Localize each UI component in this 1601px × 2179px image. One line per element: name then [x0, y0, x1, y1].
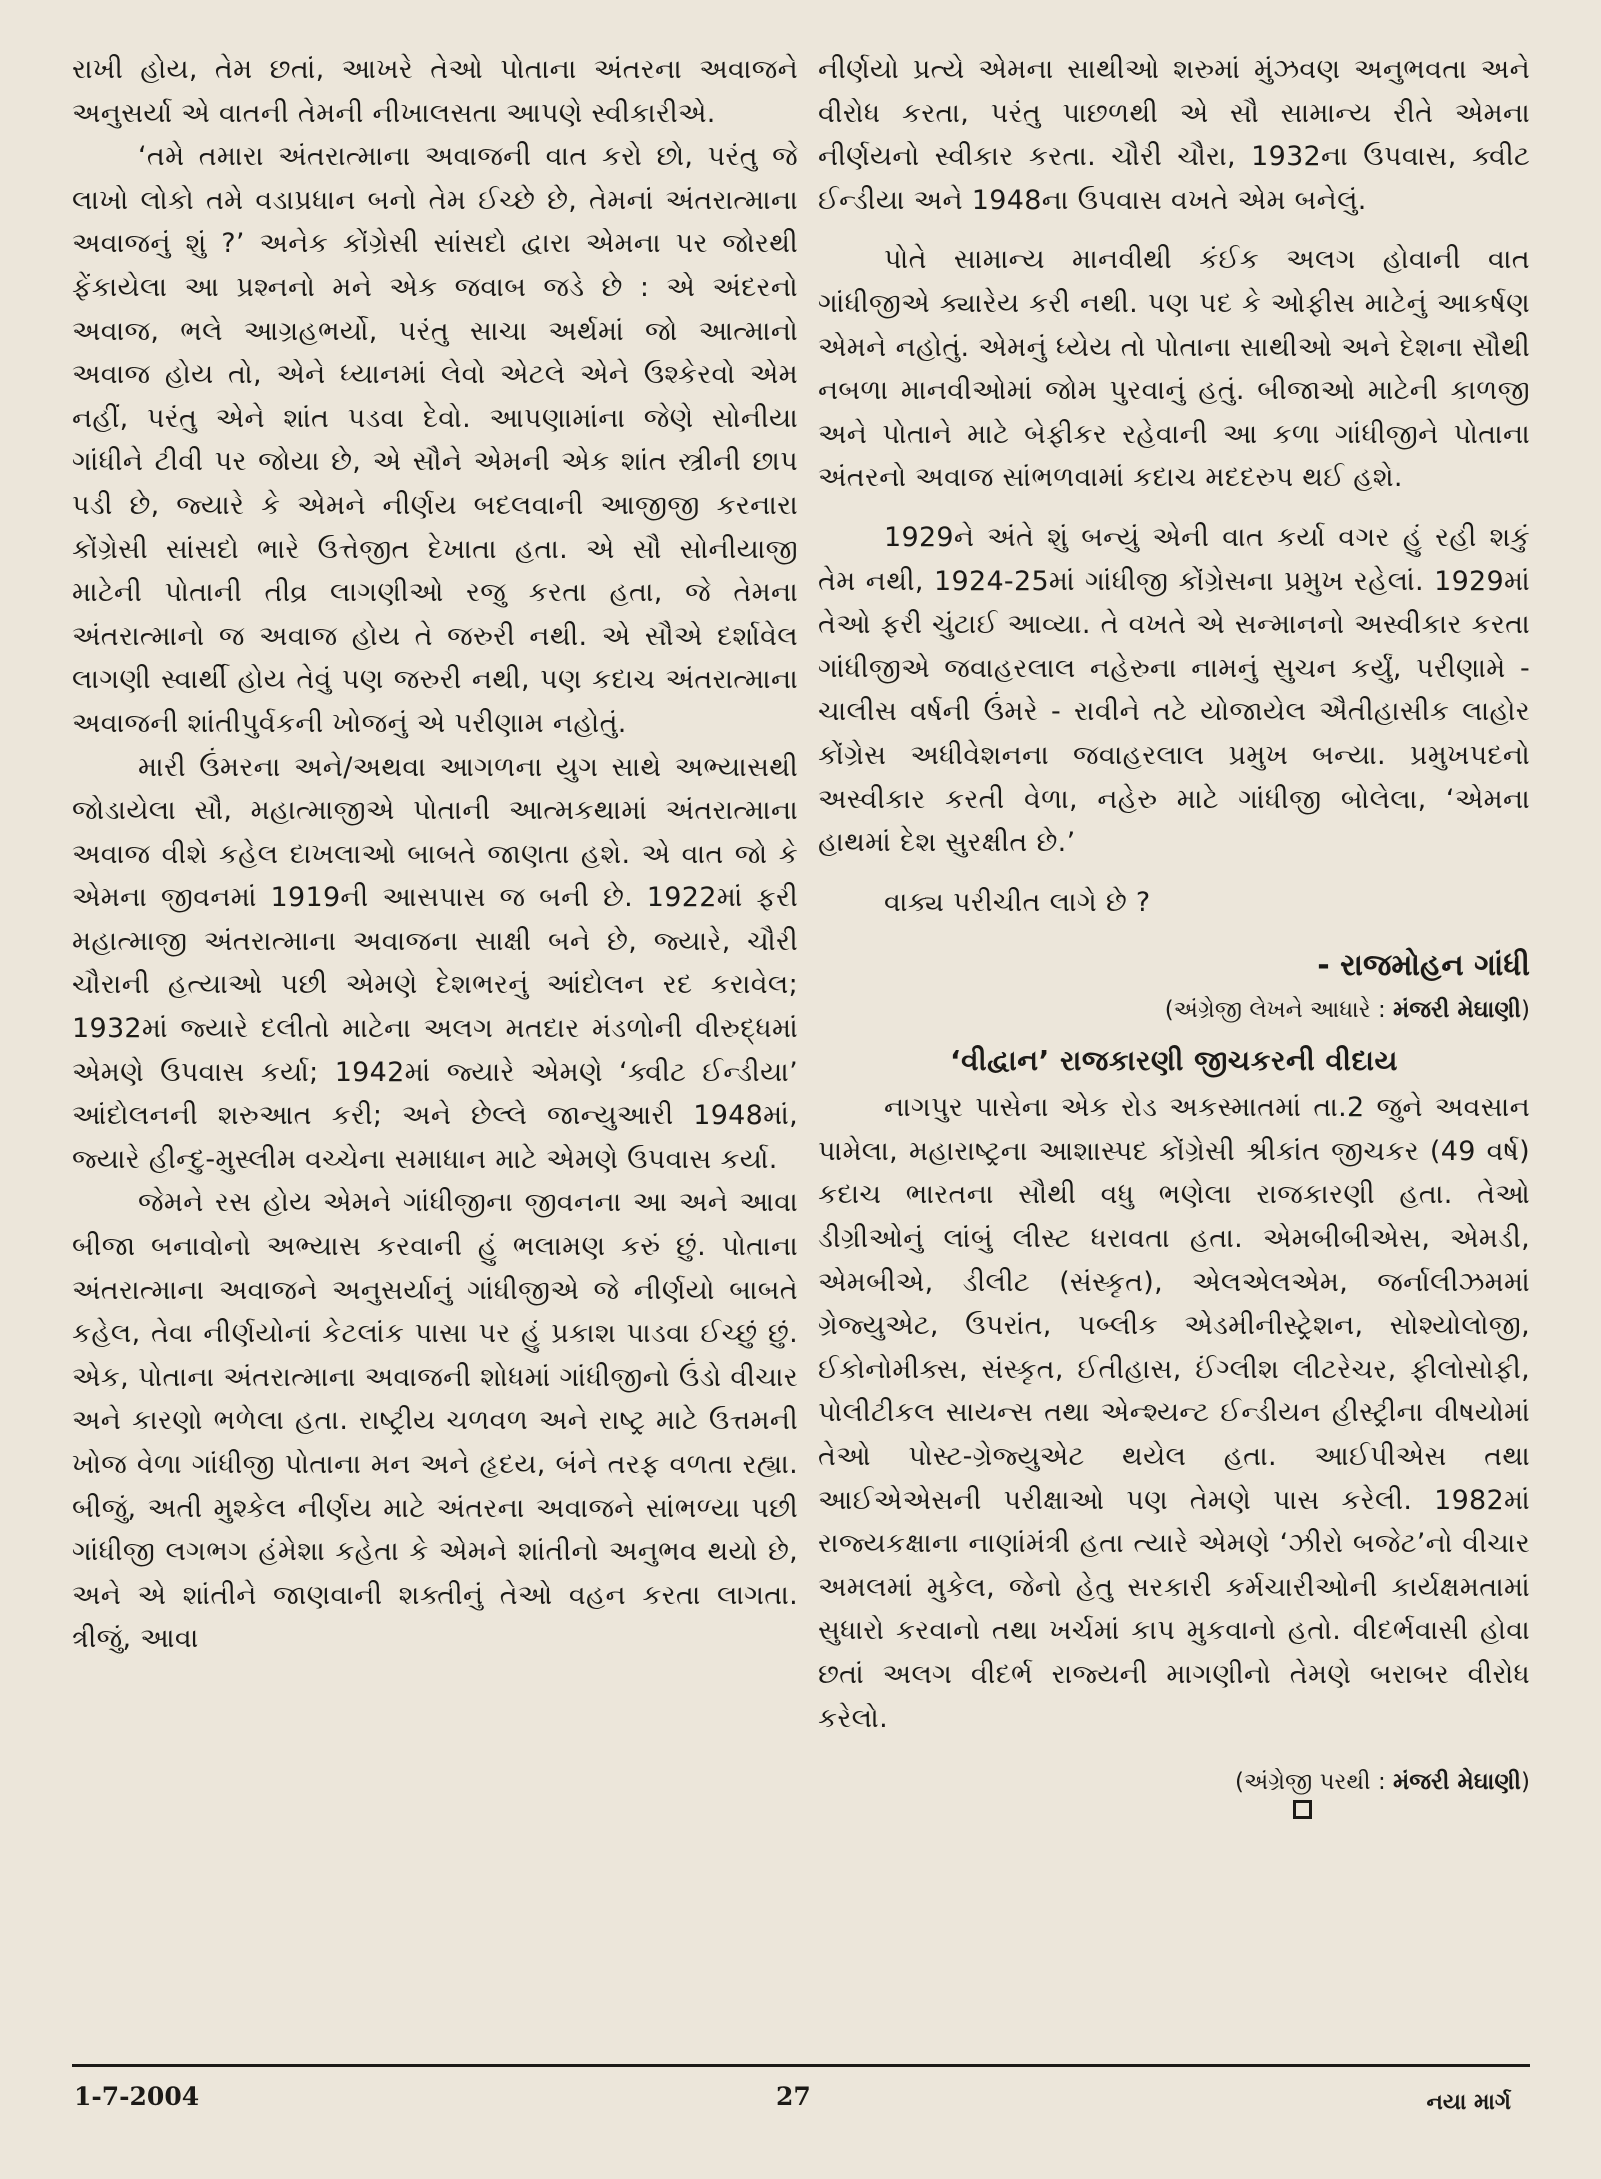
paragraph: નાગપુર પાસેના એક રોડ અકસ્માતમાં તા.2 જુને અવસાન પામેલા, મહારાષ્ટ્રના આશાસ્પદ કોંગ્રેસી શ્રીકાંત જીચકર (49 વર્ષ) કદાચ ભારતના સૌથી વધુ ભણેલા રાજકારણી હતા. તેઓ ડીગ્રીઓનું લાંબું લીસ્ટ ધરાવતા હતા. એમબીબીએસ, એમડી, એમબીએ, ડીલીટ (સંસ્કૃત), એલએલએમ, જર્નાલીઝમમાં ગ્રેજ્યુએટ, ઉપરાંત, પબ્લીક એડમીનીસ્ટ્રેશન, સોશ્યોલોજી, ઈકોનોમીક્સ, સંસ્કૃત, ઈતીહાસ, ઈંગ્લીશ લીટરેચર, ફીલોસોફી, પોલીટીકલ સાયન્સ તથા એન્શ્યન્ટ ઈન્ડીયન હીસ્ટ્રીના વીષયોમાં તેઓ પોસ્ટ-ગ્રેજ્યુએટ થયેલ હતા. આઈપીએસ તથા આઈએએસની પરીક્ષાઓ પણ તેમણે પાસ કરેલી. 1982માં રાજ્યકક્ષાના નાણાંમંત્રી હતા ત્યારે એમણે ‘ઝીરો બજેટ’નો વીચાર અમલમાં મુકેલ, જેનો હેતુ સરકારી કર્મચારીઓની કાર્યક્ષમતામાં સુધારો કરવાનો તથા ખર્ચમાં કાપ મુકવાનો હતો. વીદર્ભવાસી હોવા છતાં અલગ વીદર્ભ રાજ્યની માગણીનો તેમણે બરાબર વીરોધ કરેલો.: [818, 1092, 1530, 1734]
paragraph: મારી ઉંમરના અને/અથવા આગળના યુગ સાથે અભ્યાસથી જોડાયેલા સૌ, મહાત્માજીએ પોતાની આત્મકથામાં અંતરાત્માના અવાજ વીશે કહેલ દાખલાઓ બાબતે જાણતા હશે. એ વાત જો કે એમના જીવનમાં 1919ની આસપાસ જ બની છે. 1922માં ફરી મહાત્માજી અંતરાત્માના અવાજના સાક્ષી બને છે, જ્યારે, ચૌરી ચૌરાની હત્યાઓ પછી એમણે દેશભરનું આંદોલન રદ કરાવેલ; 1932માં જ્યારે દલીતો માટેના અલગ મતદાર મંડળોની વીરુદ્ધમાં એમણે ઉપવાસ કર્યા; 1942માં જ્યારે એમણે ‘ક્વીટ ઈન્ડીયા’ આંદોલનની શરુઆત કરી; અને છેલ્લે જાન્યુઆરી 1948માં, જ્યારે હીન્દુ-મુસ્લીમ વચ્ચેના સમાધાન માટે એમણે ઉપવાસ કર્યા.: [72, 751, 798, 1175]
right-column: [818, 48, 1530, 1819]
end-mark: [818, 1798, 1530, 1819]
paragraph: નીર્ણયો પ્રત્યે એમના સાથીઓ શરુમાં મુંઝવણ અનુભવતા અને વીરોધ કરતા, પરંતુ પાછળથી એ સૌ સામાન્ય રીતે એમના નીર્ણયનો સ્વીકાર કરતા. ચૌરી ચૌરા, 1932ના ઉપવાસ, ક્વીટ ઈન્ડીયા અને 1948ના ઉપવાસ વખતે એમ બનેલું.: [818, 54, 1530, 216]
paragraph: પોતે સામાન્ય માનવીથી કંઈક અલગ હોવાની વાત ગાંધીજીએ ક્યારેય કરી નથી. પણ પદ કે ઓફીસ માટેનું આકર્ષણ એમને નહોતું. એમનું ધ્યેય તો પોતાના સાથીઓ અને દેશના સૌથી નબળા માનવીઓમાં જોમ પુરવાનું હતું. બીજાઓ માટેની કાળજી અને પોતાને માટે બેફીકર રહેવાની આ કળા ગાંધીજીને પોતાના અંતરનો અવાજ સાંભળવામાં કદાચ મદદરુપ થઈ હશે.: [818, 244, 1530, 494]
page-number: 27: [776, 2082, 811, 2111]
paragraph: રાખી હોય, તેમ છતાં, આખરે તેઓ પોતાના અંતરના અવાજને અનુસર્યા એ વાતની તેમની નીખાલસતા આપણે સ્વીકારીએ.: [72, 54, 798, 129]
paragraph: જેમને રસ હોય એમને ગાંધીજીના જીવનના આ અને આવા બીજા બનાવોનો અભ્યાસ કરવાની હું ભલામણ કરું છું. પોતાના અંતરાત્માના અવાજને અનુસર્યાનું ગાંધીજીએ જે નીર્ણયો બાબતે કહેલ, તેવા નીર્ણયોનાં કેટલાંક પાસા પર હું પ્રકાશ પાડવા ઈચ્છું છું. એક, પોતાના અંતરાત્માના અવાજની શોધમાં ગાંધીજીનો ઉંડો વીચાર અને કારણો ભળેલા હતા. રાષ્ટ્રીય ચળવળ અને રાષ્ટ્ર માટે ઉત્તમની ખોજ વેળા ગાંધીજી પોતાના મન અને હૃદય, બંને તરફ વળતા રહ્યા. બીજું, અતી મુશ્કેલ નીર્ણય માટે અંતરના અવાજને સાંભળ્યા પછી ગાંધીજી લગભગ હંમેશા કહેતા કે એમને શાંતીનો અનુભવ થયો છે, અને એ શાંતીને જાણવાની શક્તીનું તેઓ વહન કરતા લાગતા. ત્રીજું, આવા: [72, 1187, 798, 1655]
square-icon: [1293, 1800, 1312, 1819]
paragraph: વાક્ય પરીચીત લાગે છે ?: [884, 886, 1151, 918]
translation-credit: (અંગ્રેજી પરથી : મંજરી મેઘાણી): [1234, 1769, 1530, 1796]
section-heading: ‘વીદ્વાન’ રાજકારણી જીચકરની વીદાય: [950, 1044, 1398, 1078]
author-signature: - રાજમોહન ગાંધી: [1317, 948, 1530, 984]
translation-credit: (અંગ્રેજી લેખને આધારે : મંજરી મેઘાણી): [1164, 997, 1530, 1024]
magazine-name: નયા માર્ગ: [1426, 2090, 1511, 2115]
footer-rule: [72, 2064, 1530, 2067]
issue-date: 1-7-2004: [74, 2082, 200, 2111]
paragraph: ‘તમે તમારા અંતરાત્માના અવાજની વાત કરો છો, પરંતુ જે લાખો લોકો તમે વડાપ્રધાન બનો તેમ ઈચ્છે છે, તેમનાં અંતરાત્માના અવાજનું શું ?’ અનેક કોંગ્રેસી સાંસદો દ્વારા એમના પર જોરથી ફેંકાયેલા આ પ્રશ્નનો મને એક જવાબ જડે છે : એ અંદરનો અવાજ, ભલે આગ્રહભર્યો, પરંતુ સાચા અર્થમાં જો આત્માનો અવાજ હોય તો, એને ધ્યાનમાં લેવો એટલે એને ઉશ્કેરવો એમ નહીં, પરંતુ એને શાંત પડવા દેવો. આપણામાંના જેણે સોનીયા ગાંધીને ટીવી પર જોયા છે, એ સૌને એમની એક શાંત સ્ત્રીની છાપ પડી છે, જ્યારે કે એમને નીર્ણય બદલવાની આજીજી કરનારા કોંગ્રેસી સાંસદો ભારે ઉત્તેજીત દેખાતા હતા. એ સૌ સોનીયાજી માટેની પોતાની તીવ્ર લાગણીઓ રજુ કરતા હતા, જે તેમના અંતરાત્માનો જ અવાજ હોય તે જરુરી નથી. એ સૌએ દર્શાવેલ લાગણી સ્વાર્થી હોય તેવું પણ જરુરી નથી, પણ કદાચ અંતરાત્માના અવાજની શાંતીપુર્વકની ખોજનું એ પરીણામ નહોતું.: [72, 141, 798, 739]
paragraph: 1929ને અંતે શું બન્યું એની વાત કર્યા વગર હું રહી શકું તેમ નથી, 1924-25માં ગાંધીજી કોંગ્રેસના પ્રમુખ રહેલાં. 1929માં તેઓ ફરી ચુંટાઈ આવ્યા. તે વખતે એ સન્માનનો અસ્વીકાર કરતા ગાંધીજીએ જવાહરલાલ નહેરુના નામનું સુચન કર્યું, પરીણામે - ચાલીસ વર્ષની ઉંમરે - રાવીને તટે યોજાયેલ ઐતીહાસીક લાહોર કોંગ્રેસ અધીવેશનના જવાહરલાલ પ્રમુખ બન્યા. પ્રમુખપદનો અસ્વીકાર કરતી વેળા, નહેરુ માટે ગાંધીજી બોલેલા, ‘એમના હાથમાં દેશ સુરક્ષીત છે.’: [818, 521, 1530, 859]
left-column: [72, 48, 798, 1661]
